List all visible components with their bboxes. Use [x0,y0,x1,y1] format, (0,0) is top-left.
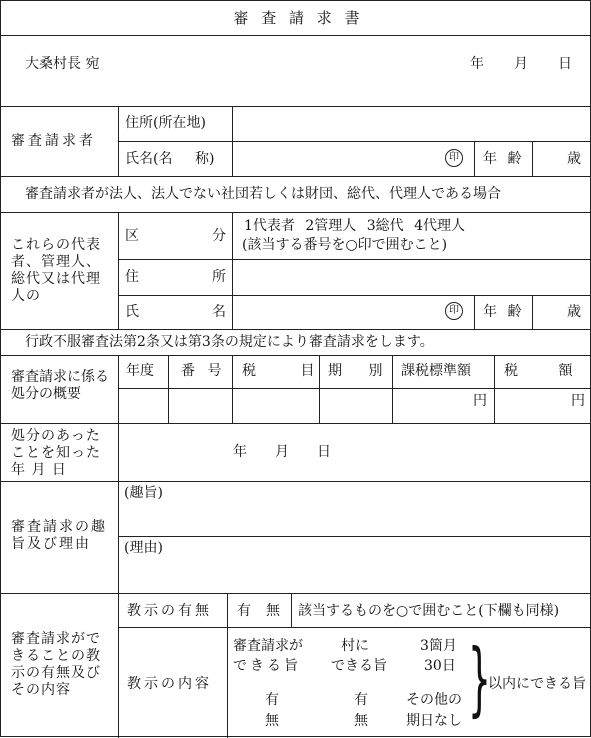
rule [1,212,591,213]
rule [1,423,591,424]
column-header: 課税標準額 [401,363,471,379]
rule [1,481,591,482]
rule [118,212,119,329]
rule [118,259,591,260]
reason-label: (理由) [124,540,163,556]
column-header: 年度 [126,363,154,379]
representative-age-label: 年 齢 [483,304,522,320]
content-other-period[interactable]: その他の [406,692,462,708]
rule [232,212,233,329]
content-col2-line1: 村に [341,638,369,654]
requester-address-label: 住所(所在地) [125,115,206,131]
rule [232,106,233,176]
representative-label: これらの代表者、管理人、総代又は代理人の [11,237,101,304]
instruction-presence-yes[interactable]: 有 [237,603,251,619]
seal-icon: 印 [445,149,463,167]
instruction-presence-no[interactable]: 無 [266,603,280,619]
rule [1,593,591,594]
rule [232,355,233,423]
rule [1,35,591,36]
requester-name-label: 氏名(名 [125,151,173,167]
rule [118,423,119,481]
requester-age-label: 年 齢 [483,151,522,167]
rule [118,295,591,296]
rule [118,106,119,176]
rule [319,355,320,423]
rule [474,141,475,176]
corporate-note: 審査請求者が法人、法人でない社団若しくは財団、総代、代理人である場合 [25,186,501,202]
instruction-label: 審査請求ができることの教示の有無及びその内容 [11,631,101,698]
representative-type-label: 区 [125,228,139,244]
column-header: 税 目 [242,363,315,379]
rule [532,141,533,176]
representative-name-label: 氏 [125,304,139,320]
rule [118,141,591,142]
content-col1-yes[interactable]: 有 [265,692,279,708]
rule [168,355,169,423]
content-no-deadline[interactable]: 期日なし [406,713,462,729]
known-date-label: 処分のあったことを知った年 月 日 [11,428,101,478]
requester-name-label-suffix: 称) [195,151,215,167]
requester-age-unit: 歳 [567,151,581,167]
date-day-label: 日 [558,56,572,72]
content-col1-line2: できる旨 [233,658,301,674]
seal-icon: 印 [445,302,463,320]
purpose-label: (趣旨) [124,485,163,501]
instruction-presence-label: 教示の有無 [127,603,212,619]
requester-label: 審査請求者 [11,133,96,149]
rule [1,355,591,356]
rule [392,355,393,423]
tax-base-unit: 円 [473,393,487,409]
rule [494,355,495,423]
rule [1,176,591,177]
content-col1-no[interactable]: 無 [265,713,279,729]
rule [118,355,119,423]
column-header: 番 号 [181,363,222,379]
content-col3-line2: 30日 [424,658,456,674]
rule [118,388,591,389]
representative-address-label-suffix: 所 [212,269,226,285]
content-col1-line1: 審査請求が [233,638,303,654]
declaration: 行政不服審査法第2条又は第3条の規定により審査請求をします。 [25,334,434,350]
reasons-label: 審査請求の趣旨及び理由 [11,519,107,552]
known-date-year: 年 [233,444,247,460]
date-month-label: 月 [514,56,528,72]
form-title: 審 査 請 求 書 [233,9,360,27]
known-date-day: 日 [317,444,331,460]
rule [118,536,591,537]
representative-name-label-suffix: 名 [212,304,226,320]
instruction-presence-note: 該当するものを○で囲むこと(下欄も同様) [298,603,560,619]
representative-age-unit: 歳 [567,304,581,320]
rule [532,295,533,329]
representative-type-label-suffix: 分 [212,228,226,244]
content-col2-line2: できる旨 [331,658,387,674]
column-header: 期 別 [328,363,383,379]
rule [291,593,292,627]
right-brace-icon: } [468,632,491,725]
column-header: 税 額 [504,363,573,379]
rule [1,329,591,330]
rule [227,593,228,738]
disposition-label: 審査請求に係る処分の概要 [11,369,109,402]
rule [118,481,119,593]
representative-type-options: 1代表者 2管理人 3総代 4代理人 [244,218,465,234]
rule [1,106,591,107]
rule [474,295,475,329]
addressee: 大桑村長 宛 [25,56,100,72]
content-col2-yes[interactable]: 有 [354,692,368,708]
rule [118,593,119,738]
content-col2-no[interactable]: 無 [354,713,368,729]
tax-amount-unit: 円 [571,393,585,409]
within-period-text: 以内にできる旨 [488,676,586,692]
date-year-label: 年 [470,56,484,72]
instruction-content-label: 教示の内容 [127,676,212,692]
representative-type-hint: (該当する番号を○印で囲むこと) [242,237,448,253]
representative-address-label: 住 [125,269,139,285]
content-col3-line1: 3箇月 [420,638,457,654]
rule [118,627,591,628]
known-date-month: 月 [275,444,289,460]
